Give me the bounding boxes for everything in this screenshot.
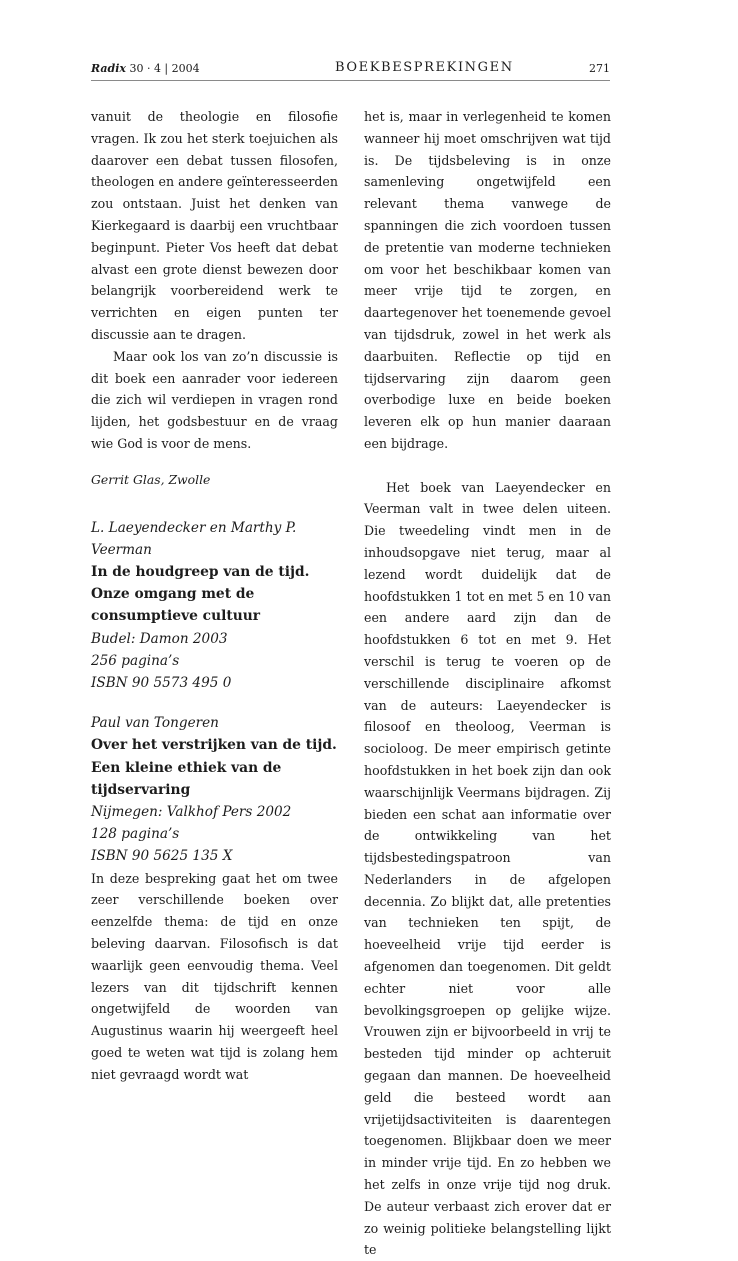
book-pages: 256 pagina’s <box>91 652 180 669</box>
body-paragraph: In deze bespreking gaat het om twee zeer verschillende boeken over eenzelfde thema: de tijd en onze beleving daarvan. Filosofisch is dat waarlijk geen eenvoudig thema. Veel lezers van dit tijdschrift kennen ongetwijfeld de woorden van Augustinus waarin hij weergeeft heel goed te weten wat tijd is zolang hem niet gevraagd wordt wat <box>91 870 338 1082</box>
body-paragraph: het is, maar in verlegenheid te komen wanneer hij moet omschrijven wat tijd is. De tijdsbeleving is in onze samenleving ongetwijfeld een relevant thema vanwege de spanningen die zich voordoen tussen de pretentie van moderne technieken om voor het beschikbaar komen van meer vrije tijd te zorgen, en daartegenover het toenemende gevoel van tijdsdruk, zowel in het werk als daarbuiten. Reflectie op tijd en tijdservaring zijn daarom geen overbodige luxe en beide boeken leveren elk op hun manier daaraan een bijdrage. <box>364 109 611 451</box>
book-publisher: Budel: Damon 2003 <box>91 630 228 647</box>
book-entry <box>91 712 338 867</box>
right-column <box>364 106 611 1261</box>
body-paragraph: Het boek van Laeyendecker en Veerman valt in twee delen uiteen. Die tweedeling vindt men in de inhoudsopgave niet terug, maar al lezend wordt duidelijk dat de hoofdstukken 1 tot en met 5 en 10 van een andere aard zijn dan de hoofdstukken 6 tot en met 9. Het verschil is terug te voeren op de verschillende disciplinaire afkomst van de auteurs: Laeyendecker is filosoof en theoloog, Veerman is socioloog. De meer empirisch getinte hoofdstukken in het boek zijn dan ook waarschijnlijk Veermans bijdragen. Zij bieden een schat aan informatie over de ontwikkeling van het tijdsbestedingspatroon van Nederlanders in de afgelopen decennia. Zo blijkt dat, alle pretenties van technieken ten spijt, de hoeveelheid vrije tijd eerder is afgenomen dan toegenomen. Dit geldt echter niet voor alle bevolkingsgroepen op gelijke wijze. Vrouwen zijn er bijvoorbeeld in vrij te besteden tijd minder op achteruit gegaan dan mannen. De hoeveelheid geld die besteed wordt aan vrijetijdsactiviteiten is daarentegen toegenomen. Blijkbaar doen we meer in minder vrije tijd. En zo hebben we het zelfs in onze vrije tijd nog druk. De auteur verbaast zich erover dat er zo weinig politieke belangstelling lijkt te <box>364 479 611 1258</box>
book-entry <box>91 517 338 695</box>
book-title: In de houdgreep van de tijd. Onze omgang met de consumptieve cultuur <box>91 563 310 625</box>
section-title: BOEKBESPREKINGEN <box>335 60 514 75</box>
left-column <box>91 106 338 1086</box>
book-authors: L. Laeyendecker en Marthy P. Veerman <box>91 519 297 558</box>
book-isbn: ISBN 90 5625 135 X <box>91 848 233 865</box>
book-pages: 128 pagina’s <box>91 826 180 843</box>
book-authors: Paul van Tongeren <box>91 715 219 732</box>
book-title: Over het verstrijken van de tijd. Een kleine ethiek van de tijdservaring <box>91 737 337 798</box>
journal-name: Radix <box>91 62 126 75</box>
page-number: 271 <box>589 62 610 75</box>
header-rule <box>91 80 610 81</box>
issue-info: 30 · 4 | 2004 <box>129 62 200 75</box>
body-paragraph: Maar ook los van zo’n discussie is dit boek een aanrader voor iedereen die zich wil verdiepen in vragen rond lijden, het godsbestuur en de vraag wie God is voor de mens. <box>91 348 338 451</box>
running-header <box>91 60 610 78</box>
book-publisher: Nijmegen: Valkhof Pers 2002 <box>91 803 292 820</box>
body-paragraph: vanuit de theologie en filosofie vragen. Ik zou het sterk toejuichen als daarover een debat tussen filosofen, theologen en andere geïnteresseerden zou ontstaan. Juist het denken van Kierkegaard is daarbij een vruchtbaar beginpunt. Pieter Vos heeft dat debat alvast een grote dienst bewezen door belangrijk voorbereidend werk te verrichten en eigen punten ter discussie aan te dragen. <box>91 109 338 342</box>
journal-citation <box>91 62 200 75</box>
book-isbn: ISBN 90 5573 495 0 <box>91 674 232 691</box>
review-signature: Gerrit Glas, Zwolle <box>91 471 211 487</box>
